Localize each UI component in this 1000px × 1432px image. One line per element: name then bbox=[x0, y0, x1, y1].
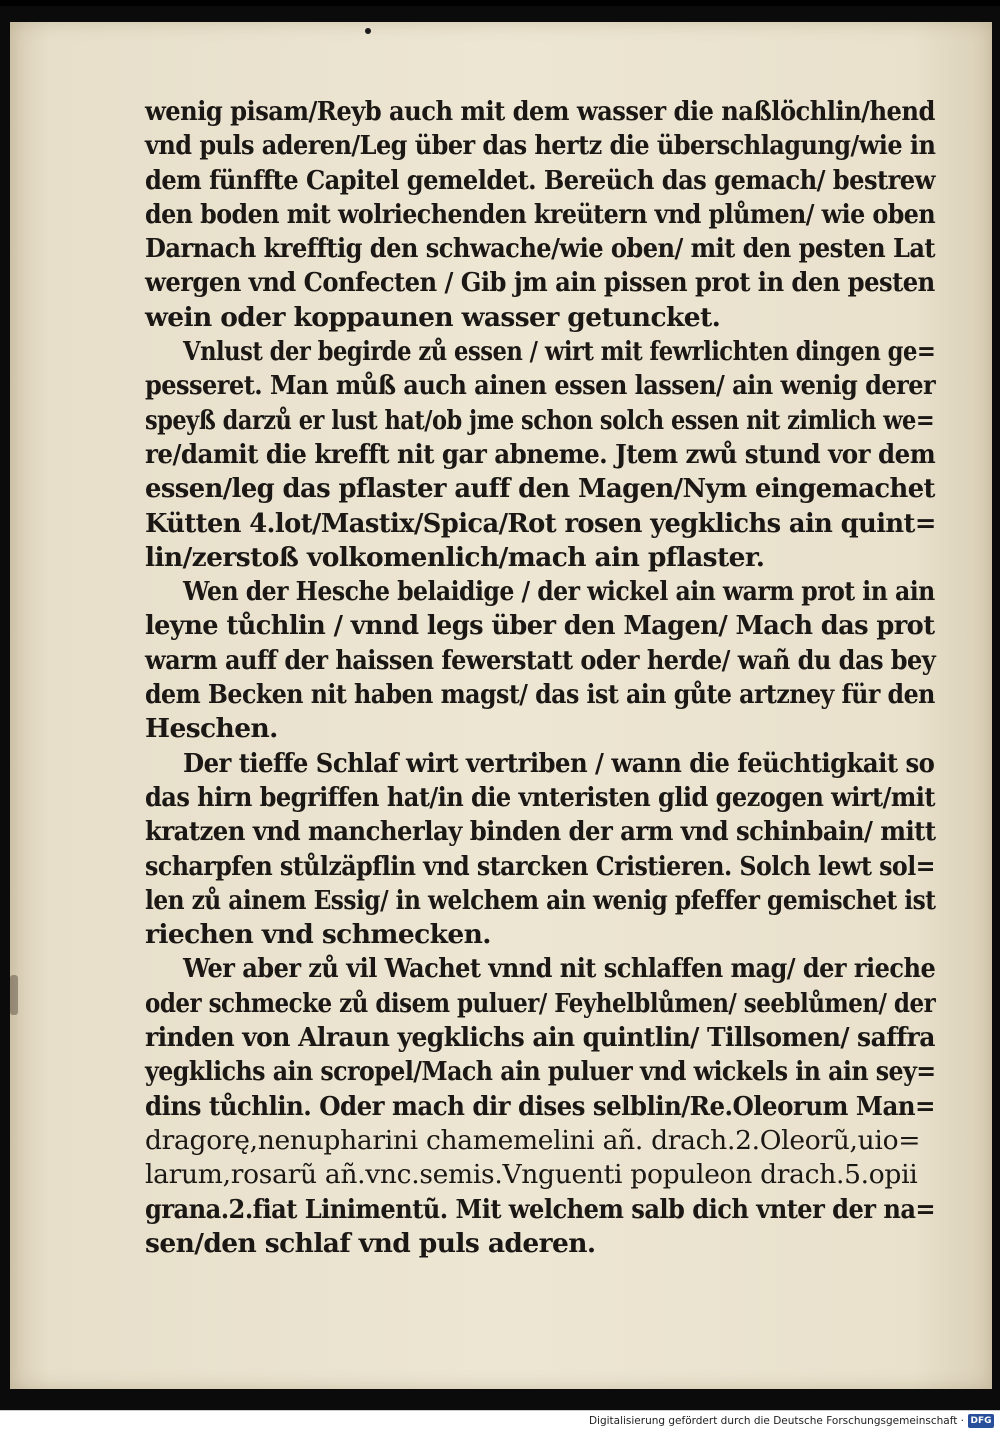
text-line: wein oder koppaunen wasser getuncket. bbox=[145, 301, 721, 333]
footer-credit: Digitalisierung gefördert durch die Deutsche Forschungsgemeinschaft · bbox=[588, 1415, 964, 1427]
text-line: leyne tůchlin / vnnd legs über den Magen/ Mach das prot bbox=[145, 610, 935, 642]
text-line: speyß darzů er lust hat/ob jme schon solch essen nit zimlich we= bbox=[145, 404, 935, 436]
text-line: scharpfen stůlzäpflin vnd starcken Cristieren. Solch lewt sol= bbox=[145, 850, 936, 882]
text-line: larum,rosarũ añ.vnc.semis.Vnguenti populeon drach.5.opii bbox=[145, 1159, 918, 1191]
text-line: riechen vnd schmecken. bbox=[145, 919, 491, 951]
text-line: kratzen vnd mancherlay binden der arm vnd schinbain/ mitt bbox=[145, 816, 936, 848]
text-line: yegklichs ain scropel/Mach ain puluer vnd wickels in ain sey= bbox=[145, 1056, 936, 1088]
scan-edge bbox=[0, 0, 1000, 6]
page-edge-smudge bbox=[10, 975, 18, 1015]
text-line: grana.2.fiat Linimentũ. Mit welchem salb dich vnter der na= bbox=[145, 1193, 936, 1225]
text-line: vnd puls aderen/Leg über das hertz die überschlagung/wie in bbox=[145, 130, 936, 162]
text-line: oder schmecke zů disem puluer/ Feyhelblůmen/ seeblůmen/ der bbox=[145, 987, 936, 1019]
text-line: das hirn begriffen hat/in die vnteristen glid gezogen wirt/mit bbox=[145, 781, 935, 813]
text-line: warm auff der haissen fewerstatt oder herde/ wañ du das bey bbox=[145, 644, 936, 676]
text-line: rinden von Alraun yegklichs ain quintlin/ Tillsomen/ saffra bbox=[145, 1022, 935, 1054]
text-line: lin/zerstoß volkomenlich/mach ain pflaster. bbox=[145, 541, 765, 573]
text-line: den boden mit wolriechenden kreütern vnd plůmen/ wie oben bbox=[145, 198, 936, 230]
text-line: wenig pisam/Reyb auch mit dem wasser die naßlöchlin/hend bbox=[145, 96, 935, 127]
text-line: dragorę,nenupharini chamemelini añ. drach.2.Oleorũ,uio= bbox=[145, 1124, 921, 1156]
text-line: wergen vnd Confecten / Gib jm ain pissen prot in den pesten bbox=[145, 267, 935, 299]
text-line: Wen der Hesche belaidige / der wickel ain warm prot in ain bbox=[183, 576, 935, 608]
ink-dot bbox=[365, 28, 371, 34]
footer-bar bbox=[0, 1410, 1000, 1432]
text-line: sen/den schlaf vnd puls aderen. bbox=[145, 1227, 596, 1259]
text-line: dins tůchlin. Oder mach dir dises selblin/Re.Oleorum Man= bbox=[145, 1090, 936, 1122]
body-text bbox=[145, 95, 935, 1261]
text-line: re/damit die krefft nit gar abneme. Jtem zwů stund vor dem bbox=[145, 438, 936, 470]
text-line: Wer aber zů vil Wachet vnnd nit schlaffen mag/ der rieche bbox=[183, 953, 936, 985]
text-line: Kütten 4.lot/Mastix/Spica/Rot rosen yegklichs ain quint= bbox=[145, 507, 936, 539]
text-line: dem Becken nit haben magst/ das ist ain gůte artzney für den bbox=[145, 679, 935, 711]
text-line: Vnlust der begirde zů essen / wirt mit fewrlichten dingen ge= bbox=[183, 336, 936, 368]
dfg-logo-icon: DFG bbox=[968, 1414, 994, 1428]
text-line: Der tieffe Schlaf wirt vertriben / wann die feüchtigkait so bbox=[183, 747, 935, 779]
text-line: Darnach krefftig den schwache/wie oben/ mit den pesten Lat bbox=[145, 233, 936, 265]
text-line: dem fünffte Capitel gemeldet. Bereüch das gemach/ bestrew bbox=[145, 164, 935, 196]
text-line: len zů ainem Essig/ in welchem ain wenig pfeffer gemischet ist bbox=[145, 884, 936, 916]
text-line: pesseret. Man můß auch ainen essen lassen/ ain wenig derer bbox=[145, 370, 936, 402]
text-line: Heschen. bbox=[145, 713, 278, 745]
text-line: essen/leg das pflaster auff den Magen/Nym eingemachet bbox=[145, 473, 935, 505]
